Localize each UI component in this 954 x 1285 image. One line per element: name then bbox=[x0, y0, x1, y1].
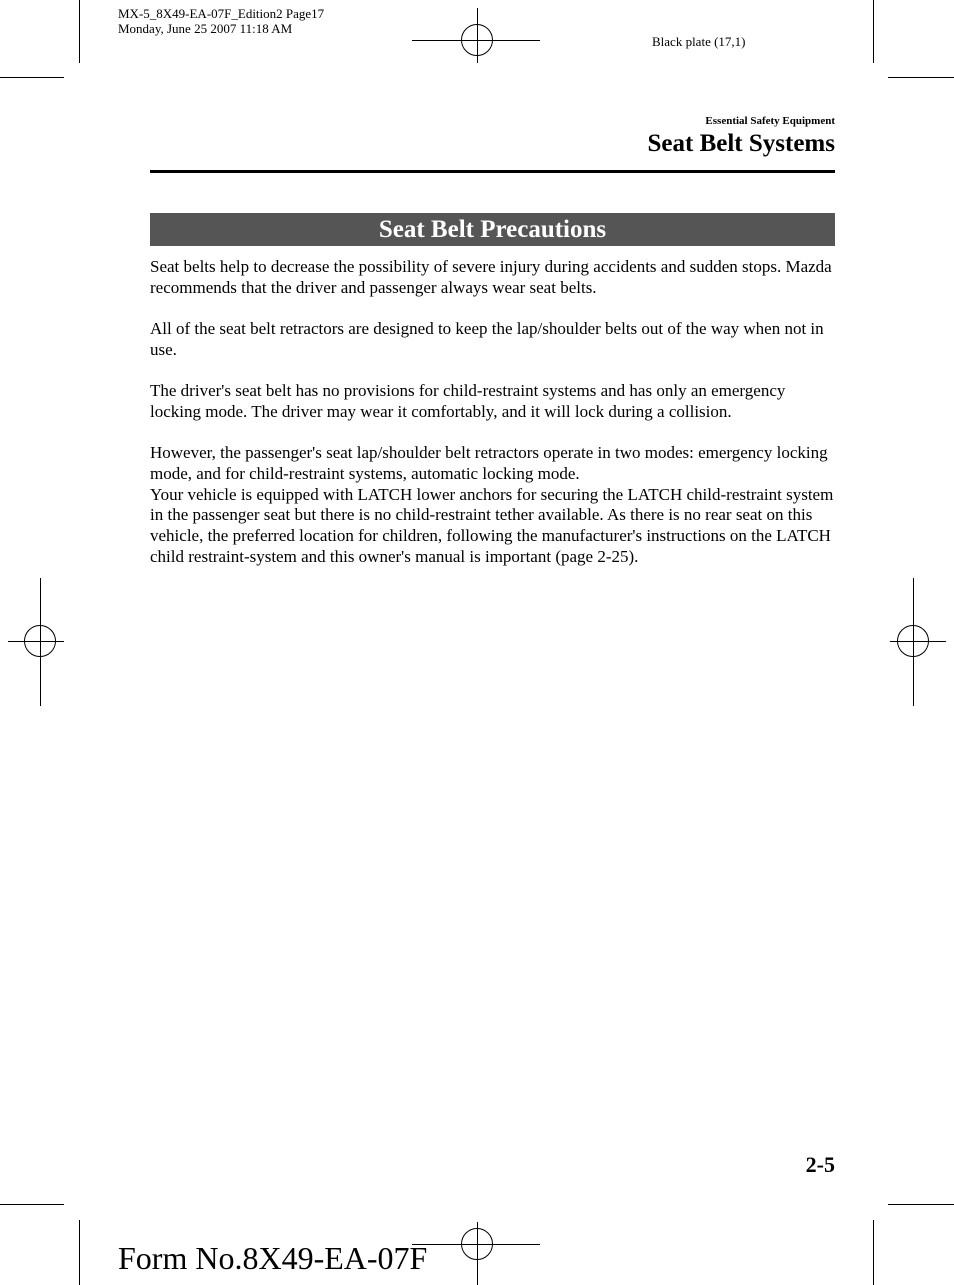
section-label: Essential Safety Equipment bbox=[705, 115, 835, 127]
paragraph-latch: Your vehicle is equipped with LATCH lower anchors for securing the LATCH child-restraint system in the passenger seat but there is no child-restraint tether available. As there is no rear seat on this vehicle, the preferred location for children, following the manufacturer's instructions on the LATCH child restraint-system and this owner's manual is important (page 2-25). bbox=[150, 484, 834, 566]
black-plate-label: Black plate (17,1) bbox=[652, 34, 746, 49]
page-title: Seat Belt Systems bbox=[647, 130, 835, 157]
paragraph-retractors: All of the seat belt retractors are designed to keep the lap/shoulder belts out of the way when not in use. bbox=[150, 319, 824, 359]
crop-mark-bottom-left-v bbox=[79, 1220, 80, 1285]
section-banner: Seat Belt Precautions bbox=[150, 213, 835, 246]
crop-mark-top-right-h bbox=[888, 77, 954, 78]
crop-mark-top-left-h bbox=[0, 77, 64, 78]
print-info-date: Monday, June 25 2007 11:18 AM bbox=[118, 21, 293, 36]
page-number: 2-5 bbox=[805, 1152, 835, 1177]
title-rule bbox=[150, 170, 835, 173]
paragraph-driver-belt: The driver's seat belt has no provisions for child-restraint systems and has only an emergency locking mode. The driver may wear it comfortably, and it will lock during a collision. bbox=[150, 381, 786, 421]
paragraph-intro: Seat belts help to decrease the possibility of severe injury during accidents and sudden stops. Mazda recommends that the driver and passenger always wear seat belts. bbox=[150, 257, 832, 297]
print-info bbox=[118, 6, 324, 36]
crop-mark-top-left-v bbox=[79, 0, 80, 63]
crop-mark-bottom-right-h bbox=[888, 1204, 954, 1205]
print-info-file: MX-5_8X49-EA-07F_Edition2 Page17 bbox=[118, 6, 325, 21]
crop-mark-bottom-right-v bbox=[873, 1220, 874, 1285]
registration-top-circle bbox=[461, 24, 493, 56]
registration-left-circle bbox=[24, 625, 56, 657]
crop-mark-bottom-left-h bbox=[0, 1204, 64, 1205]
crop-mark-top-right-v bbox=[873, 0, 874, 63]
paragraph-passenger-belt: However, the passenger's seat lap/shoulder belt retractors operate in two modes: emergency locking mode, and for child-restraint systems, automatic locking mode. bbox=[150, 443, 828, 483]
form-number: Form No.8X49-EA-07F bbox=[118, 1240, 428, 1276]
registration-bottom-circle bbox=[461, 1228, 493, 1260]
registration-right-circle bbox=[897, 625, 929, 657]
body-text bbox=[150, 257, 838, 588]
